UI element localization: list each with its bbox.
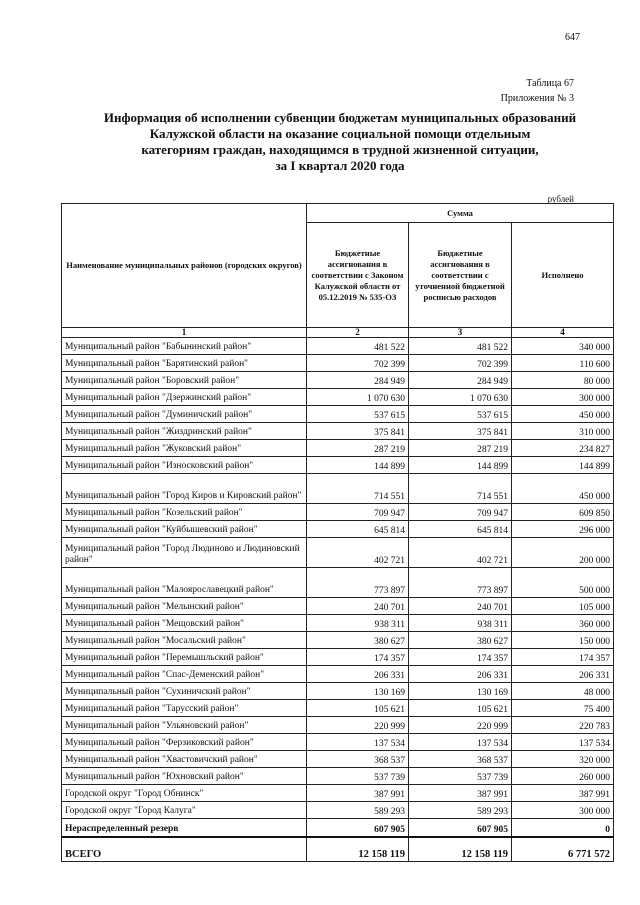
assignments-refined: 709 947 [409,504,512,521]
reserve-name: Нераспределенный резерв [62,819,307,838]
assignments-law: 537 739 [307,768,409,785]
assignments-refined: 702 399 [409,355,512,372]
district-name: Муниципальный район "Город Людиново и Людиновский район" [62,538,307,568]
assignments-refined: 773 897 [409,568,512,598]
assignments-refined: 174 357 [409,649,512,666]
table-row [62,457,614,474]
assignments-law: 589 293 [307,802,409,819]
district-name: Муниципальный район "Жуковский район" [62,440,307,457]
executed: 320 000 [512,751,614,768]
assignments-law: 206 331 [307,666,409,683]
district-name: Муниципальный район "Износковский район" [62,457,307,474]
executed: 144 899 [512,457,614,474]
executed: 296 000 [512,521,614,538]
title-line: Информация об исполнении субвенции бюджетам муниципальных образований [103,110,577,125]
title-line: категориям граждан, находящимся в трудной жизненной ситуации, [141,142,539,157]
district-name: Муниципальный район "Ферзиковский район" [62,734,307,751]
district-name: Муниципальный район "Малоярославецкий район" [62,568,307,598]
district-name: Муниципальный район "Сухиничский район" [62,683,307,700]
assignments-refined: 137 534 [409,734,512,751]
executed: 110 600 [512,355,614,372]
assignments-law: 938 311 [307,615,409,632]
district-name: Муниципальный район "Ульяновский район" [62,717,307,734]
reserve-executed: 0 [512,819,614,838]
units-label: рублей [547,194,574,204]
executed: 220 783 [512,717,614,734]
total-assignments-law: 12 158 119 [307,837,409,862]
executed: 48 000 [512,683,614,700]
district-name: Муниципальный район "Юхновский район" [62,768,307,785]
table-row [62,717,614,734]
district-name: Муниципальный район "Перемышльский район" [62,649,307,666]
assignments-refined: 240 701 [409,598,512,615]
total-row [62,837,614,862]
assignments-law: 105 621 [307,700,409,717]
column-number: 3 [409,328,512,338]
district-name: Муниципальный район "Бабынинский район" [62,338,307,355]
assignments-refined: 220 999 [409,717,512,734]
assignments-law: 220 999 [307,717,409,734]
executed: 450 000 [512,406,614,423]
assignments-refined: 938 311 [409,615,512,632]
executed: 310 000 [512,423,614,440]
assignments-law: 137 534 [307,734,409,751]
assignments-law: 1 070 630 [307,389,409,406]
assignments-refined: 481 522 [409,338,512,355]
table-row [62,751,614,768]
executed: 174 357 [512,649,614,666]
header-assignments-law: Бюджетные ассигнования в соответствии с Законом Калужской области от 05.12.2019 № 535-ОЗ [307,223,409,328]
district-name: Муниципальный район "Боровский район" [62,372,307,389]
assignments-law: 240 701 [307,598,409,615]
district-name: Городской округ "Город Калуга" [62,802,307,819]
district-name: Муниципальный район "Спас-Деменский район" [62,666,307,683]
executed: 206 331 [512,666,614,683]
executed: 137 534 [512,734,614,751]
table-row [62,568,614,598]
reserve-assignments-law: 607 905 [307,819,409,838]
header-assignments-refined: Бюджетные ассигнования в соответствии с уточненной бюджетной росписью расходов [409,223,512,328]
budget-table [61,203,614,862]
assignments-law: 709 947 [307,504,409,521]
table-row [62,598,614,615]
district-name: Муниципальный район "Мосальский район" [62,632,307,649]
table-row [62,423,614,440]
table-row [62,355,614,372]
table-row [62,802,614,819]
assignments-refined: 375 841 [409,423,512,440]
assignments-refined: 105 621 [409,700,512,717]
assignments-law: 537 615 [307,406,409,423]
assignments-law: 387 991 [307,785,409,802]
executed: 609 850 [512,504,614,521]
district-name: Муниципальный район "Город Киров и Кировский район" [62,474,307,504]
assignments-law: 287 219 [307,440,409,457]
table-row [62,666,614,683]
district-name: Муниципальный район "Дзержинский район" [62,389,307,406]
district-name: Муниципальный район "Барятинский район" [62,355,307,372]
assignments-refined: 537 739 [409,768,512,785]
column-number: 4 [512,328,614,338]
assignments-refined: 287 219 [409,440,512,457]
column-number: 2 [307,328,409,338]
assignments-refined: 1 070 630 [409,389,512,406]
assignments-refined: 206 331 [409,666,512,683]
district-name: Муниципальный район "Тарусский район" [62,700,307,717]
executed: 260 000 [512,768,614,785]
table-row [62,768,614,785]
executed: 150 000 [512,632,614,649]
executed: 105 000 [512,598,614,615]
assignments-law: 645 814 [307,521,409,538]
executed: 300 000 [512,802,614,819]
assignments-refined: 645 814 [409,521,512,538]
table-row [62,338,614,355]
column-number: 1 [62,328,307,338]
table-row [62,615,614,632]
assignments-law: 174 357 [307,649,409,666]
executed: 80 000 [512,372,614,389]
executed: 450 000 [512,474,614,504]
executed: 360 000 [512,615,614,632]
reserve-assignments-refined: 607 905 [409,819,512,838]
assignments-refined: 368 537 [409,751,512,768]
title-line: за I квартал 2020 года [275,158,405,173]
document-title [60,110,620,174]
assignments-refined: 537 615 [409,406,512,423]
table-row [62,632,614,649]
district-name: Муниципальный район "Жиздринский район" [62,423,307,440]
executed: 300 000 [512,389,614,406]
total-executed: 6 771 572 [512,837,614,862]
page-number: 647 [565,32,580,43]
district-name: Муниципальный район "Думиничский район" [62,406,307,423]
header-sum: Сумма [307,204,614,223]
assignments-refined: 402 721 [409,538,512,568]
appendix-label: Приложения № 3 [500,93,574,104]
district-name: Муниципальный район "Куйбышевский район" [62,521,307,538]
table-row [62,474,614,504]
table-row [62,389,614,406]
assignments-law: 130 169 [307,683,409,700]
district-name: Муниципальный район "Хвастовичский район" [62,751,307,768]
district-name: Городской округ "Город Обнинск" [62,785,307,802]
reserve-row [62,819,614,838]
assignments-refined: 130 169 [409,683,512,700]
table-row [62,406,614,423]
executed: 340 000 [512,338,614,355]
table-row [62,649,614,666]
table-row [62,372,614,389]
table-row [62,504,614,521]
table-row [62,538,614,568]
assignments-refined: 714 551 [409,474,512,504]
assignments-law: 375 841 [307,423,409,440]
assignments-law: 481 522 [307,338,409,355]
title-line: Калужской области на оказание социальной помощи отдельным [149,126,531,141]
district-name: Муниципальный район "Козельский район" [62,504,307,521]
assignments-law: 773 897 [307,568,409,598]
assignments-law: 284 949 [307,372,409,389]
header-executed: Исполнено [512,223,614,328]
total-assignments-refined: 12 158 119 [409,837,512,862]
table-row [62,700,614,717]
assignments-refined: 284 949 [409,372,512,389]
district-name: Муниципальный район "Мещовский район" [62,615,307,632]
assignments-law: 368 537 [307,751,409,768]
table-row [62,521,614,538]
table-row [62,734,614,751]
assignments-law: 144 899 [307,457,409,474]
executed: 75 400 [512,700,614,717]
assignments-refined: 589 293 [409,802,512,819]
table-label: Таблица 67 [526,78,574,89]
executed: 234 827 [512,440,614,457]
executed: 387 991 [512,785,614,802]
executed: 500 000 [512,568,614,598]
district-name: Муниципальный район "Мелынский район" [62,598,307,615]
column-number-row [62,328,614,338]
table-row [62,785,614,802]
header-name: Наименование муниципальных районов (городских округов) [62,204,307,328]
assignments-law: 380 627 [307,632,409,649]
total-name: ВСЕГО [62,837,307,862]
assignments-law: 402 721 [307,538,409,568]
assignments-refined: 380 627 [409,632,512,649]
executed: 200 000 [512,538,614,568]
table-row [62,683,614,700]
table-row [62,440,614,457]
table-body [62,338,614,819]
assignments-law: 702 399 [307,355,409,372]
assignments-refined: 387 991 [409,785,512,802]
assignments-refined: 144 899 [409,457,512,474]
assignments-law: 714 551 [307,474,409,504]
